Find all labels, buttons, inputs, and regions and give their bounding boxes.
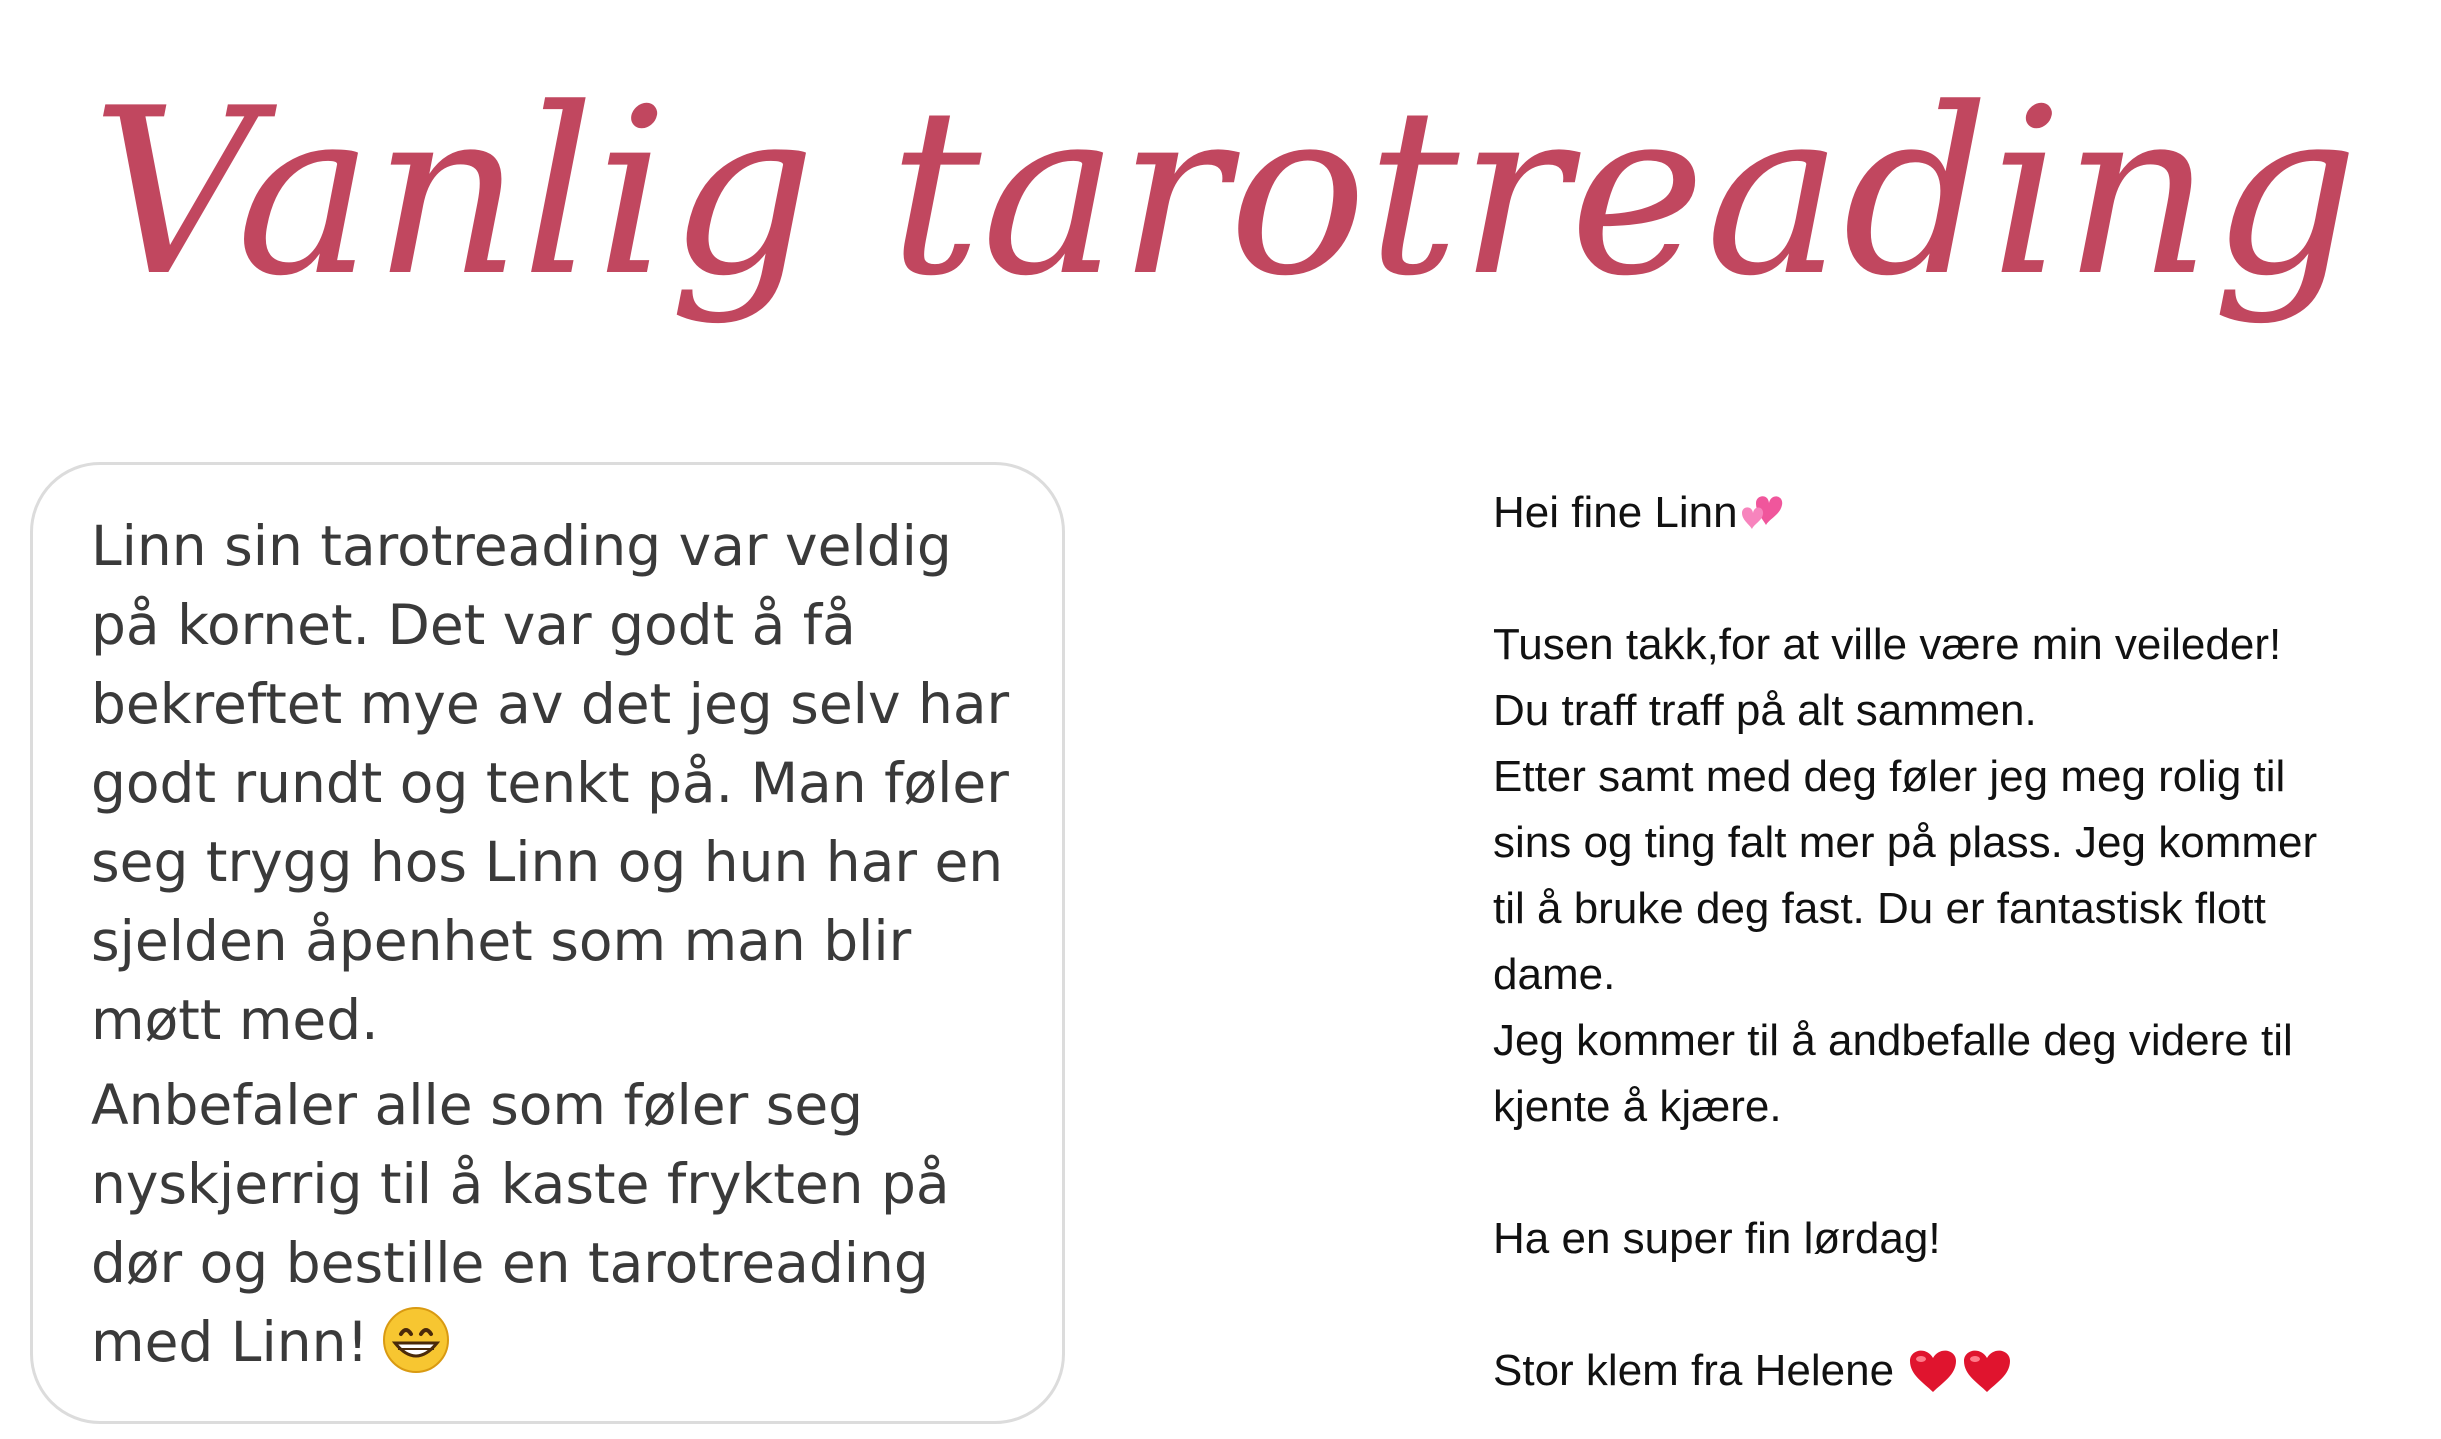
message: [1493, 480, 2413, 1404]
message-closing-line: [1493, 1338, 2413, 1404]
message-line: sins og ting falt mer på plass. Jeg kommer: [1493, 818, 2318, 867]
message-greeting: Hei fine Linn: [1493, 488, 1738, 537]
message-line: til å bruke deg fast. Du er fantastisk flott: [1493, 884, 2266, 933]
message-spacer: [1493, 1140, 2413, 1206]
message-line: kjente å kjære.: [1493, 1082, 1782, 1131]
message-greeting-line: [1493, 480, 2413, 546]
message-spacer: [1493, 1272, 2413, 1338]
message-line: Jeg kommer til å andbefalle deg videre til: [1493, 1016, 2293, 1065]
red-heart-icon: [1906, 1345, 1960, 1395]
review-paragraph-2: [91, 1066, 1051, 1382]
message-line: Etter samt med deg føler jeg meg rolig til: [1493, 752, 2286, 801]
review-paragraph-2-text: Anbefaler alle som føler seg nyskjerrig til å kaste frykten på dør og bestille en tarotreading med Linn!: [91, 1073, 950, 1374]
two-hearts-icon: [1738, 491, 1788, 537]
review-paragraph-1: Linn sin tarotreading var veldig på kornet. Det var godt å få bekreftet mye av det jeg selv har godt rundt og tenkt på. Man føler seg trygg hos Linn og hun har en sjelden åpenhet som man blir møtt med.: [91, 514, 1010, 1052]
red-heart-icon: [1960, 1345, 2014, 1395]
page-title: [0, 0, 2441, 360]
grinning-face-icon: [381, 1305, 451, 1375]
message-line: Du traff traff på alt sammen.: [1493, 686, 2037, 735]
message-saturday: Ha en super fin lørdag!: [1493, 1214, 1941, 1263]
review-card: [30, 462, 1065, 1424]
message-line: Tusen takk,for at ville være min veileder!: [1493, 620, 2282, 669]
page-title-text: Vanlig tarotreading: [91, 60, 2359, 327]
message-spacer: [1493, 546, 2413, 612]
message-line: dame.: [1493, 950, 1616, 999]
message-closing: Stor klem fra Helene: [1493, 1346, 1895, 1395]
